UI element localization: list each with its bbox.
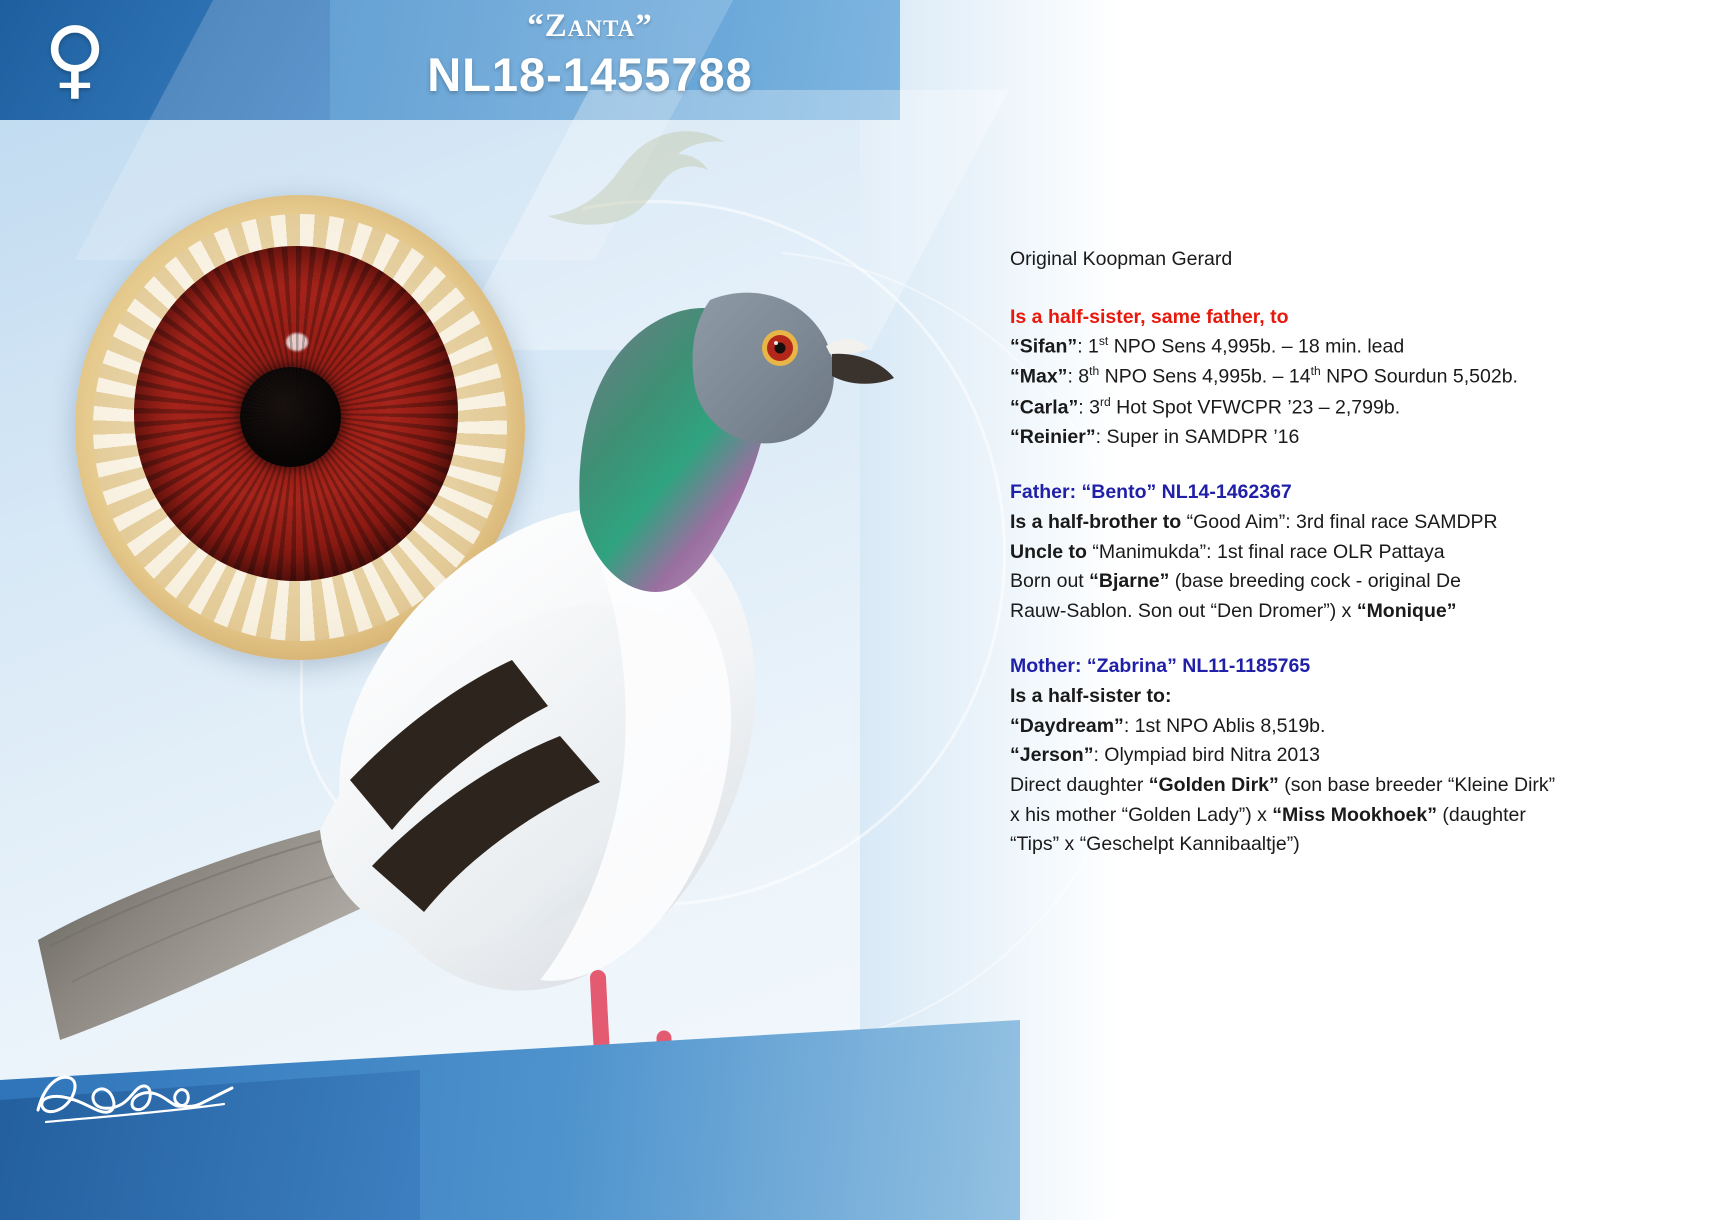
max-rest-c: NPO Sourdun 5,502b. <box>1320 365 1518 388</box>
mother-line-5 <box>1010 830 1670 860</box>
mother-line-3-plain: (son base breeder “Kleine Dirk” <box>1278 773 1556 796</box>
signature <box>28 1064 258 1134</box>
father-line-3-bold: “Bjarne” <box>1089 570 1170 593</box>
pedigree-text <box>1010 245 1670 886</box>
mother-subheading: Is a half-sister to: <box>1010 685 1172 707</box>
mother-block <box>1010 652 1670 859</box>
sifan-rest-a: : 1 <box>1077 335 1099 358</box>
mother-line-3 <box>1010 771 1670 801</box>
mother-line-1-bold: “Daydream” <box>1010 714 1124 737</box>
female-symbol-icon: ♀ <box>43 9 107 109</box>
bird-name: “Zanta” <box>527 8 653 44</box>
mother-line-4-bold: “Miss Mookhoek” <box>1272 803 1437 826</box>
mother-line-2-bold: “Jerson” <box>1010 744 1094 767</box>
mother-line-2 <box>1010 741 1670 771</box>
mother-line-4 <box>1010 801 1670 831</box>
name-sifan: “Sifan” <box>1010 335 1078 358</box>
carla-rest-b: Hot Spot VFWCPR ’23 – 2,799b. <box>1110 396 1401 418</box>
sifan-sup: st <box>1098 334 1109 349</box>
carla-sup: rd <box>1099 394 1111 409</box>
mother-line-2-plain: : Olympiad bird Nitra 2013 <box>1093 744 1320 767</box>
father-line-4-pre: Rauw-Sablon. Son out “Den Dromer”) x <box>1010 599 1357 622</box>
mother-line-4-plain: (daughter <box>1436 803 1526 826</box>
father-line-2-bold: Uncle to <box>1010 540 1087 563</box>
half-sister-line-max <box>1010 362 1670 392</box>
pigeon-photo <box>20 140 960 1100</box>
title-block <box>300 8 880 102</box>
mother-line-3-bold: “Golden Dirk” <box>1148 773 1279 796</box>
max-sup-a: th <box>1089 364 1100 379</box>
father-line-1 <box>1010 508 1670 538</box>
father-line-1-bold: Is a half-brother to <box>1010 510 1182 533</box>
father-line-1-plain: “Good Aim”: 3rd final race SAMDPR <box>1181 510 1498 533</box>
origin-line: Original Koopman Gerard <box>1010 248 1233 270</box>
father-line-4-bold: “Monique” <box>1356 599 1457 622</box>
carla-rest-a: : 3 <box>1078 396 1100 418</box>
father-line-2 <box>1010 538 1670 568</box>
half-sister-line-carla <box>1010 393 1670 423</box>
mother-line-5-pre: “Tips” x “Geschelpt Kannibaaltje”) <box>1010 833 1300 856</box>
father-line-3 <box>1010 567 1670 597</box>
sifan-rest-b: NPO Sens 4,995b. – 18 min. lead <box>1108 335 1405 358</box>
mother-heading: Mother: “Zabrina” NL11-1185765 <box>1010 655 1311 678</box>
father-line-3-plain: (base breeding cock - original De <box>1169 570 1461 593</box>
mother-line-1-plain: : 1st NPO Ablis 8,519b. <box>1123 714 1326 737</box>
mother-line-3-pre: Direct daughter <box>1010 773 1149 796</box>
name-reinier: “Reinier” <box>1010 425 1096 448</box>
reinier-rest-a: : Super in SAMDPR ’16 <box>1095 425 1300 448</box>
half-sister-line-sifan <box>1010 332 1670 362</box>
gender-badge <box>0 0 150 118</box>
father-heading: Father: “Bento” NL14-1462367 <box>1010 481 1292 504</box>
half-sister-block <box>1010 303 1670 453</box>
half-sister-heading: Is a half-sister, same father, to <box>1010 305 1289 328</box>
father-line-3-pre: Born out <box>1010 570 1090 593</box>
ring-number: NL18-1455788 <box>427 48 753 101</box>
max-rest-a: : 8 <box>1067 365 1090 388</box>
father-line-2-plain: “Manimukda”: 1st final race OLR Pattaya <box>1086 540 1445 563</box>
max-rest-b: NPO Sens 4,995b. – 14 <box>1099 365 1311 388</box>
name-max: “Max” <box>1010 365 1068 388</box>
father-line-4 <box>1010 597 1670 627</box>
name-carla: “Carla” <box>1010 396 1079 418</box>
mother-line-4-pre: x his mother “Golden Lady”) x <box>1010 803 1273 826</box>
father-block <box>1010 478 1670 626</box>
max-sup-b: th <box>1310 364 1321 379</box>
mother-line-1 <box>1010 712 1670 742</box>
half-sister-line-reinier <box>1010 423 1670 453</box>
